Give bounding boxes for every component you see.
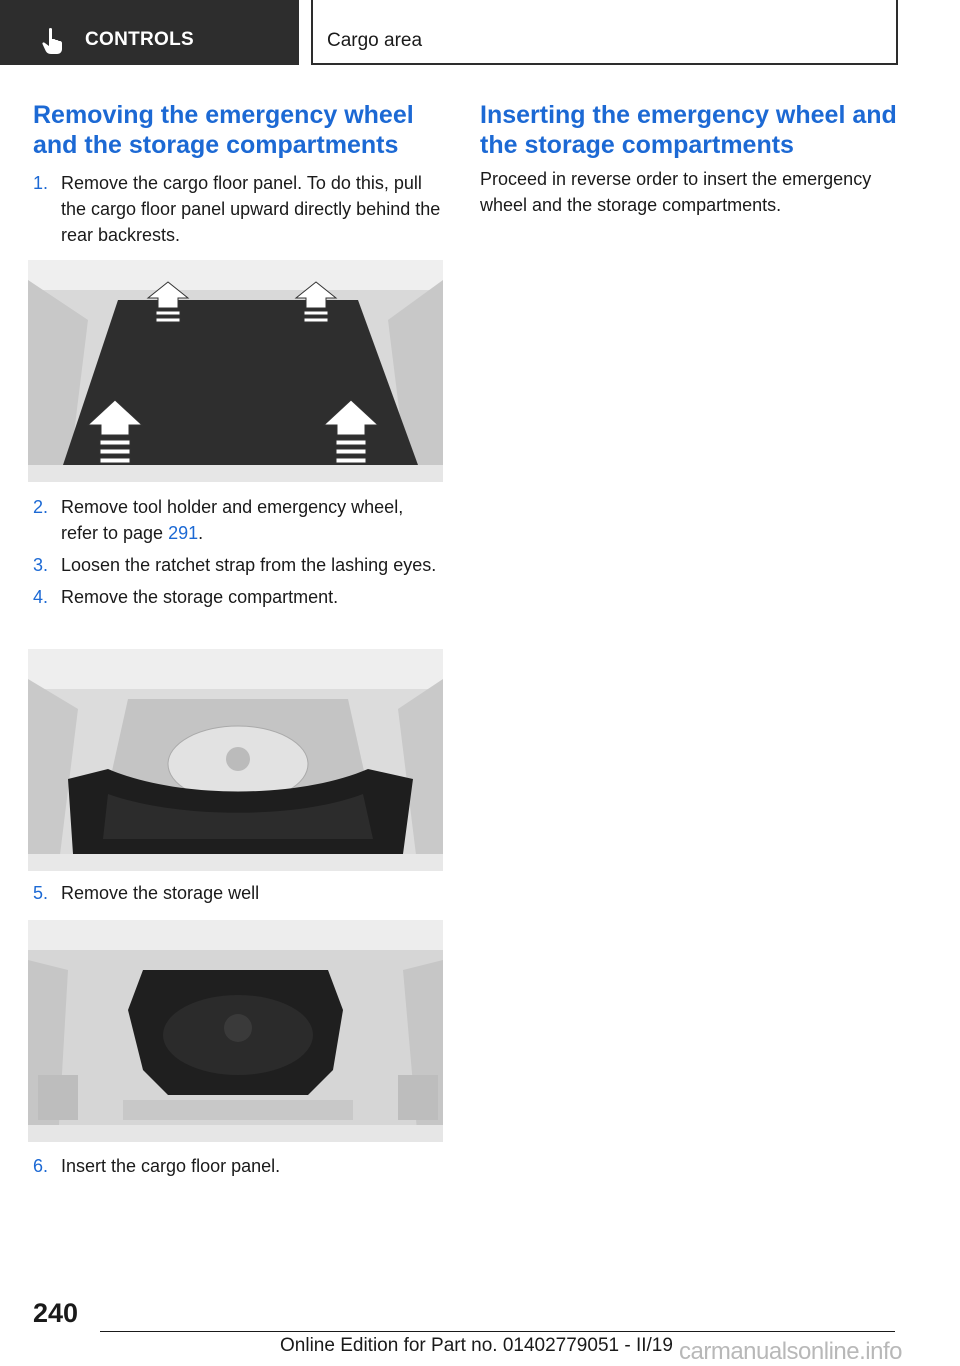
inserting-text: Proceed in reverse order to insert the emergency wheel and the storage compartments. — [480, 169, 872, 215]
cargo-floor-illustration — [28, 260, 443, 482]
removing-heading: Removing the emergency wheel and the storage compartments — [33, 101, 414, 159]
steps-2-4 — [33, 494, 445, 610]
step-text: Remove the storage well — [61, 883, 260, 903]
step-text: Insert the cargo floor panel. — [61, 1156, 281, 1176]
storage-compartment-figure — [28, 649, 443, 871]
page-reference-link[interactable]: 291 — [168, 523, 199, 543]
step-number: 4. — [33, 587, 49, 607]
step-number: 5. — [33, 883, 49, 903]
page-header — [311, 0, 898, 65]
storage-compartment-illustration — [28, 649, 443, 871]
step-text: Remove tool holder and emergency wheel, refer to page — [61, 497, 404, 543]
left-column — [33, 100, 445, 248]
step-2 — [33, 494, 445, 546]
step-5-block — [33, 880, 445, 906]
step-1 — [33, 170, 445, 248]
storage-well-figure — [28, 920, 443, 1142]
step-text: Remove the storage compartment. — [61, 587, 339, 607]
step-number: 6. — [33, 1156, 49, 1176]
section-label: CONTROLS — [85, 29, 195, 50]
section-tab — [0, 0, 299, 65]
right-column — [480, 100, 900, 218]
watermark: carmanualsonline.info — [679, 1338, 902, 1365]
step-6 — [33, 1153, 445, 1179]
step-6-block — [33, 1153, 445, 1179]
step-number: 3. — [33, 555, 49, 575]
storage-well-illustration — [28, 920, 443, 1142]
page-title: Cargo area — [327, 30, 423, 51]
edition-text: Online Edition for Part no. 01402779051 - II/19 — [280, 1335, 673, 1356]
step-text: Loosen the ratchet strap from the lashing eyes. — [61, 555, 437, 575]
step-3 — [33, 552, 445, 578]
cargo-floor-figure — [28, 260, 443, 482]
step-5 — [33, 880, 445, 906]
step-text: Remove the cargo floor panel. To do this, pull the cargo floor panel upward directly behind the rear backrests. — [61, 173, 441, 245]
step-4 — [33, 584, 445, 610]
hand-pointer-icon — [40, 27, 66, 55]
step-number: 2. — [33, 497, 49, 517]
footer-divider — [100, 1331, 895, 1332]
step-number: 1. — [33, 173, 49, 193]
step-text-end: . — [198, 523, 204, 543]
inserting-heading: Inserting the emergency wheel and the storage compartments — [480, 101, 897, 159]
page-number: 240 — [33, 1298, 79, 1328]
